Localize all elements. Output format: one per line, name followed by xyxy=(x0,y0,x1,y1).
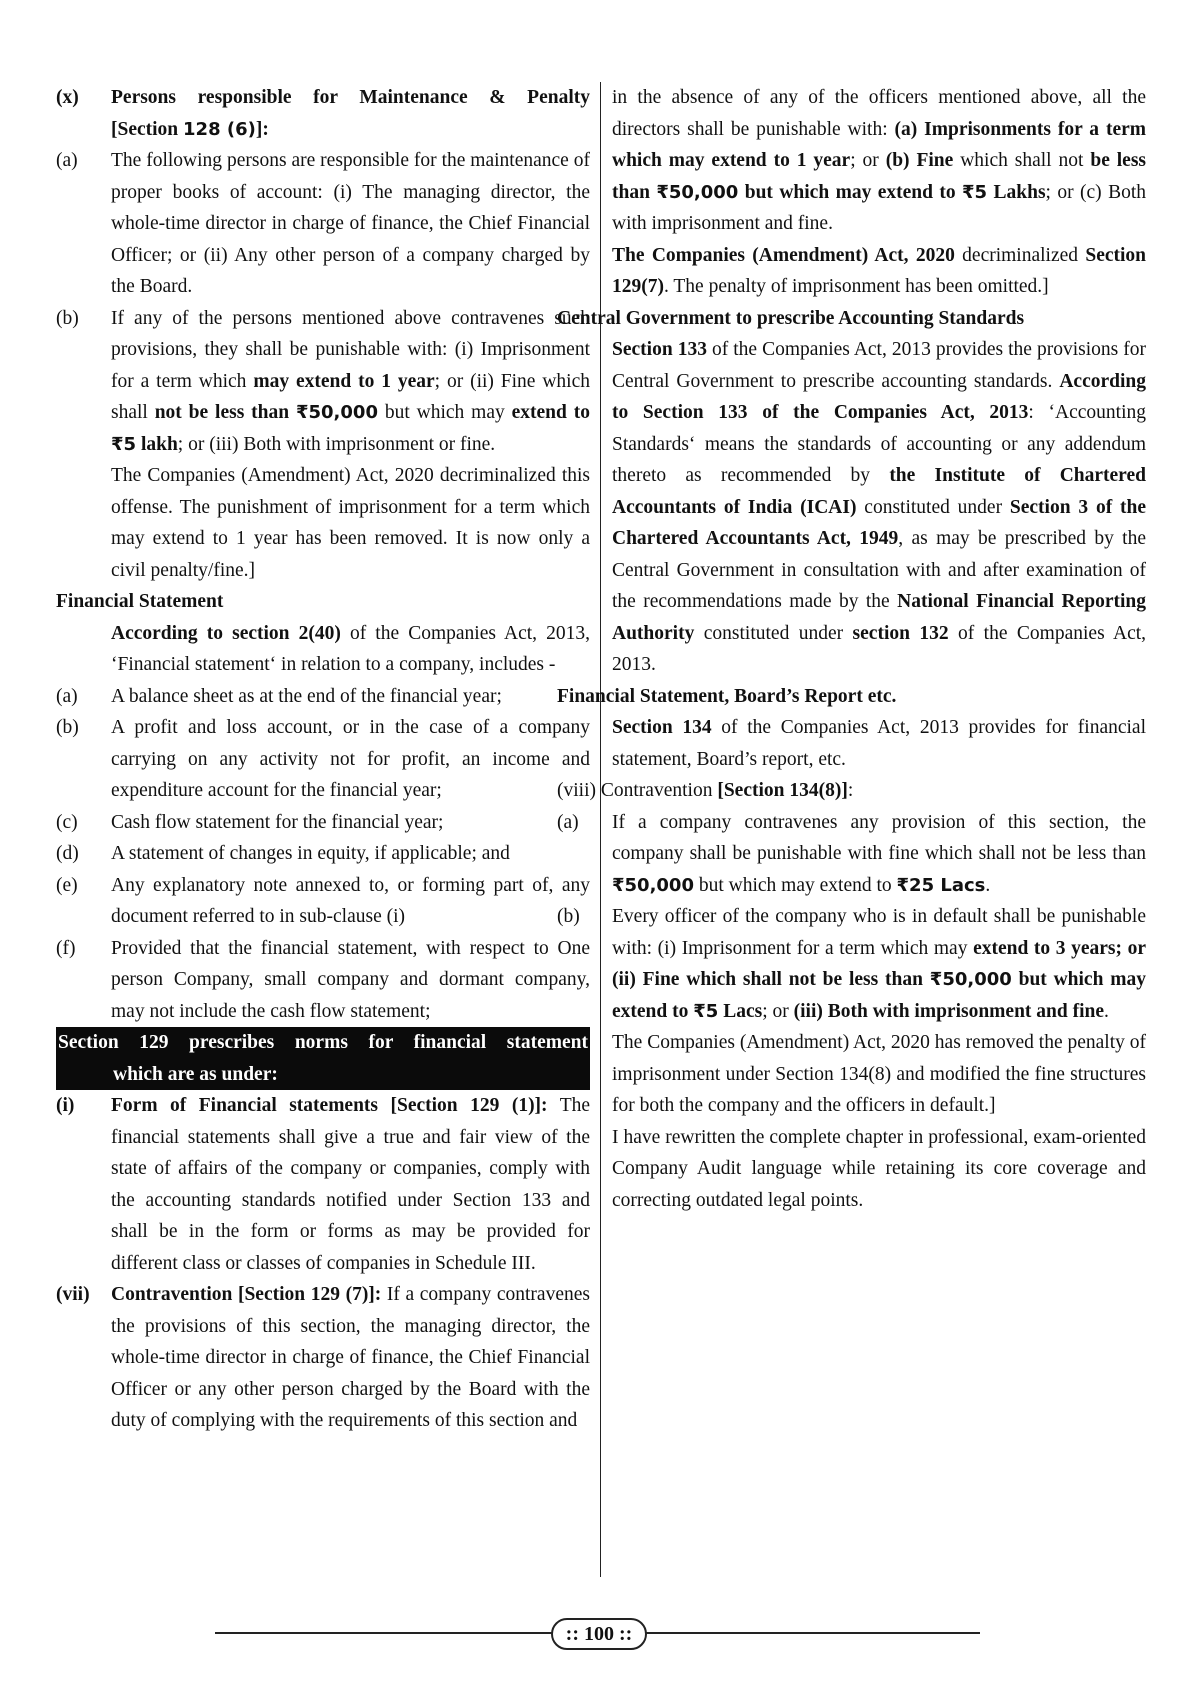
left-column xyxy=(56,82,590,1437)
closing-note: I have rewritten the complete chapter in professional, exam-oriented Company Audit language while retaining its core coverage and correcting outdated legal points. xyxy=(612,1126,1146,1211)
fs-intro-text: of the Companies Act, 2013, ‘Financial statement‘ in relation to a company, includes - xyxy=(111,622,591,675)
item-i-title: Form of Financial statements [Section 129 (1)]: xyxy=(111,1095,548,1116)
item-i-marker: (i) xyxy=(56,1095,75,1116)
s133-text-5: constituted under xyxy=(694,622,853,644)
s133-bold-6: section 132 xyxy=(852,622,949,644)
accounting-standards-heading: Central Government to prescribe Accounting Standards xyxy=(557,307,1025,329)
item-b-text-1: If any of the persons mentioned above contravenes such provisions, they shall be punishable with: (i) Imprisonment for a term which xyxy=(111,307,590,392)
s134-item-b-text-3: . xyxy=(1104,1000,1109,1022)
s134-item-a-text-1: If a company contravenes any provision of this section, the company shall be punishable with fine which shall not be less than xyxy=(612,811,1146,864)
page-footer xyxy=(215,1615,980,1651)
item-a-marker: (a) xyxy=(56,150,78,171)
s134-item-b-bold-4: (iii) Both with imprisonment and fine xyxy=(793,1000,1105,1022)
item-b-text-4: ; or (iii) Both with imprisonment or fine. xyxy=(177,433,496,455)
list-item xyxy=(56,870,590,933)
s134-item-b-amount-2: ₹5 xyxy=(693,1000,719,1022)
item-vii-marker: (vii) xyxy=(56,1284,90,1305)
s129-cont-text-4: ; or (c) Both with imprisonment and fine. xyxy=(612,181,1146,234)
viii-marker: (viii) xyxy=(557,780,596,801)
s129-amend-text-2: . The penalty of imprisonment has been omitted.] xyxy=(664,276,1049,297)
s133-text-1: of the Companies Act, 2013 provides the provisions for Central Government to prescribe accounting standards. xyxy=(612,339,1146,392)
list-item-text: Provided that the financial statement, with respect to One person Company, small company and dormant company, may not include the cash flow statement; xyxy=(111,937,590,1022)
s134-item-a-text-2: but which may extend to xyxy=(693,874,897,896)
viii-colon: : xyxy=(847,780,854,801)
s129-amend-bold-1: The Companies (Amendment) Act, 2020 xyxy=(612,244,955,266)
s133-text-3: constituted under xyxy=(856,496,1010,518)
item-b-bold-3b: lakh xyxy=(136,433,178,455)
item-vii-text: If a company contravenes the provisions of this section, the managing director, the whole-time director in charge of finance, the Chief Financial Officer or any other person charged by the Board with the duty of complying with the requirements of this section and xyxy=(111,1284,590,1431)
section-134-item-a xyxy=(557,807,1146,902)
financial-statement-intro xyxy=(56,618,590,681)
banner-line-1: Section 129 prescribes norms for financial statement xyxy=(58,1032,588,1053)
s129-cont-text-1: in the absence of any of the officers mentioned above, all the directors shall be punishable with: xyxy=(612,87,1146,140)
boards-report-heading: Financial Statement, Board’s Report etc. xyxy=(557,685,897,707)
s134-item-b-text-2: ; or xyxy=(762,1000,794,1022)
s134-text-1: of the Companies Act, 2013 provides for financial statement, Board’s report, etc. xyxy=(612,717,1146,770)
s133-bold-3: the Institute of Chartered Accountants of India (ICAI) xyxy=(612,465,1146,518)
item-b-text-2: ; or (ii) Fine which shall xyxy=(111,370,590,423)
fs-intro-bold: According to section 2(40) xyxy=(111,622,341,644)
item-b-bold-2: not be less than xyxy=(154,402,290,423)
s134-item-a-marker: (a) xyxy=(557,811,579,833)
s129-cont-bold-5: Lakhs xyxy=(987,181,1046,203)
s129-cont-bold-4: but which may extend to xyxy=(738,181,963,203)
list-item-marker: (d) xyxy=(56,843,79,864)
s133-bold-4: Section 3 of the Chartered Accountants Act, 1949 xyxy=(612,496,1147,549)
s133-text-2: : ‘Accounting Standards‘ means the standards of accounting or any addendum thereto as recommended by xyxy=(612,402,1146,486)
list-item xyxy=(56,838,590,870)
viii-text: Contravention xyxy=(596,780,718,801)
s134-bold-1: Section 134 xyxy=(612,717,712,738)
item-b-amount-1: ₹50,000 xyxy=(295,402,378,423)
s133-text-4: , as may be prescribed by the Central Government in consultation with and after examination of the recommendations made by the xyxy=(612,528,1146,612)
section-134-paragraph xyxy=(612,712,1146,775)
section-129-item-i xyxy=(56,1090,590,1279)
footer-rule-right xyxy=(643,1632,980,1634)
section-134-item-b xyxy=(557,901,1146,1027)
item-b-amount-2: ₹5 xyxy=(111,433,137,455)
list-item xyxy=(56,681,590,713)
section-129-continuation xyxy=(612,82,1146,240)
list-item-marker: (c) xyxy=(56,811,78,833)
section-x-ref-number: 128 (6) xyxy=(183,118,256,140)
s134-item-b-amount-1: ₹50,000 xyxy=(929,969,1012,990)
list-item-marker: (f) xyxy=(56,937,76,959)
s134-item-b-bold-1: extend to 3 years; or (ii) Fine which shall not be less than xyxy=(612,937,1146,990)
s134-item-b-bold-2: but which may extend to xyxy=(612,969,1146,1022)
item-a-text: The following persons are responsible for the maintenance of proper books of account: (i) The managing director, the whole-time director in charge of finance, the Chief Financial Officer; or (ii) Any other person of a company charged by the Board. xyxy=(111,150,590,297)
list-item-marker: (a) xyxy=(56,685,78,707)
list-item-marker: (b) xyxy=(56,717,79,738)
s129-cont-bold-2: (b) Fine xyxy=(885,150,954,171)
s134-item-b-marker: (b) xyxy=(557,906,580,927)
list-item xyxy=(56,712,590,807)
s133-text-6: of the Companies Act, 2013. xyxy=(612,622,1147,675)
viii-bold: [Section 134(8)] xyxy=(717,780,848,801)
s134-item-b-text-1: Every officer of the company who is in default shall be punishable with: (i) Imprisonment for a term which may xyxy=(612,906,1146,959)
footer-rule-left xyxy=(215,1632,553,1634)
item-b-bold-1: may extend to 1 year xyxy=(253,370,435,392)
section-129-amendment-note xyxy=(612,240,1146,303)
section-x-item-a xyxy=(56,145,590,303)
section-x-heading xyxy=(56,82,590,145)
banner-line-2: which are as under: xyxy=(113,1063,278,1085)
list-item-text: A balance sheet as at the end of the financial year; xyxy=(111,685,502,707)
section-129-banner xyxy=(56,1027,590,1090)
section-x-ref-open: [Section xyxy=(111,118,184,140)
s134-item-a-text-3: . xyxy=(985,874,991,896)
item-b-bold-3a: extend to xyxy=(511,402,590,423)
s129-amend-text-1: decriminalized xyxy=(954,244,1086,266)
list-item xyxy=(56,933,590,1028)
right-column xyxy=(557,82,1147,1216)
s129-cont-amount-2: ₹5 xyxy=(962,181,988,203)
s129-cont-bold-1: (a) Imprisonments for a term which may extend to 1 year xyxy=(612,118,1146,171)
list-item-text: A profit and loss account, or in the case of a company carrying on any activity not for profit, an income and expenditure account for the financial year; xyxy=(111,717,590,801)
s129-amend-bold-2: Section 129(7) xyxy=(612,244,1147,297)
s134-item-b-bold-3: Lacs xyxy=(718,1000,763,1022)
list-item-text: Any explanatory note annexed to, or forming part of, any document referred to in sub-clause (i) xyxy=(111,874,590,927)
item-i-text: The financial statements shall give a true and fair view of the state of affairs of the company or companies, comply with the accounting standards notified under Section 133 and shall be in the form or forms as may be provided for different class or classes of companies in Schedule III. xyxy=(111,1095,591,1274)
list-item-marker: (e) xyxy=(56,874,78,896)
s133-bold-5: National Financial Reporting Authority xyxy=(612,591,1147,644)
s129-cont-text-3: which shall not xyxy=(953,150,1091,171)
section-133-paragraph xyxy=(612,334,1146,681)
section-134-contravention-heading xyxy=(557,775,1146,807)
s133-bold-2: According to Section 133 of the Companies Act, 2013 xyxy=(612,370,1146,423)
s129-cont-amount-1: ₹50,000 xyxy=(656,181,739,203)
s129-cont-text-2: ; or xyxy=(850,150,886,171)
item-vii-title: Contravention [Section 129 (7)]: xyxy=(111,1284,382,1305)
s134-item-a-amount-1: ₹50,000 xyxy=(612,874,694,896)
section-x-title: Persons responsible for Maintenance & Penalty xyxy=(111,87,590,108)
section-129-item-vii xyxy=(56,1279,590,1437)
list-item-text: Cash flow statement for the financial year; xyxy=(111,811,444,833)
section-134-amendment-note: The Companies (Amendment) Act, 2020 has removed the penalty of imprisonment under Section 134(8) and modified the fine structures for both the company and the officers in default.] xyxy=(612,1032,1146,1116)
section-x-marker: (x) xyxy=(56,87,79,108)
page-number: :: 100 :: xyxy=(551,1618,647,1650)
item-b-text-3: but which may xyxy=(377,402,512,423)
item-b-marker: (b) xyxy=(56,307,79,329)
section-x-ref-close: ]: xyxy=(255,118,269,140)
s129-cont-bold-3: be less than xyxy=(612,150,1147,203)
section-x-item-b xyxy=(56,303,590,461)
list-item xyxy=(56,807,590,839)
list-item-text: A statement of changes in equity, if applicable; and xyxy=(111,843,510,864)
section-x-amendment-note: The Companies (Amendment) Act, 2020 decriminalized this offense. The punishment of imprisonment for a term which may extend to 1 year has been removed. It is now only a civil penalty/fine.] xyxy=(111,465,590,581)
s134-item-a-amount-2: ₹25 Lacs xyxy=(896,874,986,896)
s133-bold-1: Section 133 xyxy=(612,339,707,360)
financial-statement-list xyxy=(56,681,590,1028)
financial-statement-heading: Financial Statement xyxy=(56,591,224,612)
